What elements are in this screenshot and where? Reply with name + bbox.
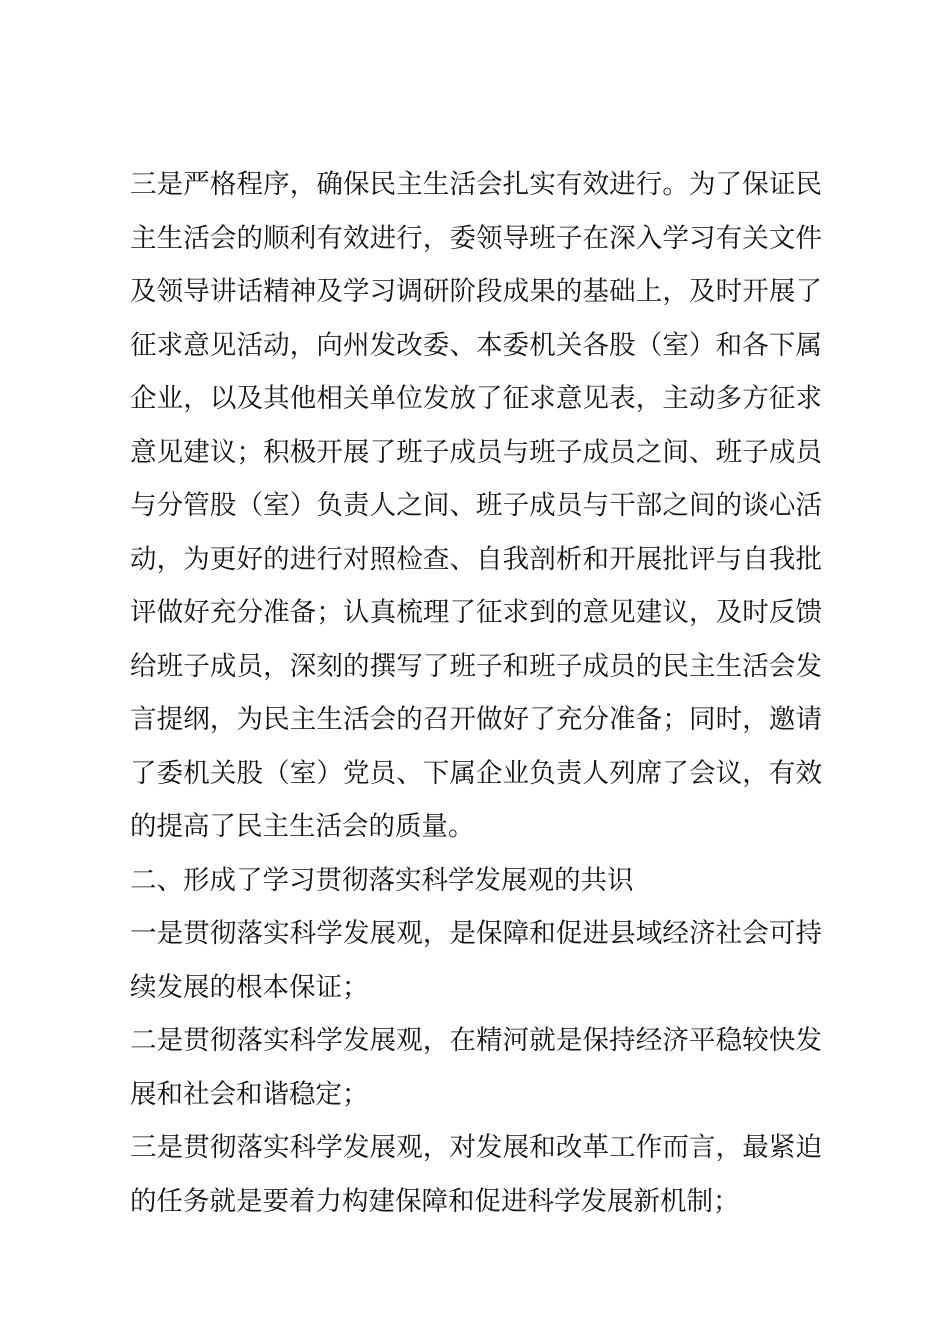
document-body [130, 158, 822, 1228]
section-heading-consensus: 二、形成了学习贯彻落实科学发展观的共识 [130, 864, 634, 896]
paragraph-point-two: 二是贯彻落实科学发展观，在精河就是保持经济平稳较快发展和社会和谐稳定； [130, 1025, 822, 1110]
paragraph-point-three: 三是贯彻落实科学发展观，对发展和改革工作而言，最紧迫的任务就是要着力构建保障和促进科学发展新机制； [130, 1132, 822, 1217]
paragraph-point-one: 一是贯彻落实科学发展观，是保障和促进县域经济社会可持续发展的根本保证； [130, 918, 822, 1003]
paragraph-strict-procedure: 三是严格程序，确保民主生活会扎实有效进行。为了保证民主生活会的顺利有效进行，委领导班子在深入学习有关文件及领导讲话精神及学习调研阶段成果的基础上，及时开展了征求意见活动，向州发改委、本委机关各股（室）和各下属企业，以及其他相关单位发放了征求意见表，主动多方征求意见建议；积极开展了班子成员与班子成员之间、班子成员与分管股（室）负责人之间、班子成员与干部之间的谈心活动，为更好的进行对照检查、自我剖析和开展批评与自我批评做好充分准备；认真梳理了征求到的意见建议，及时反馈给班子成员，深刻的撰写了班子和班子成员的民主生活会发言提纲，为民主生活会的召开做好了充分准备；同时，邀请了委机关股（室）党员、下属企业负责人列席了会议，有效的提高了民主生活会的质量。 [130, 169, 822, 842]
